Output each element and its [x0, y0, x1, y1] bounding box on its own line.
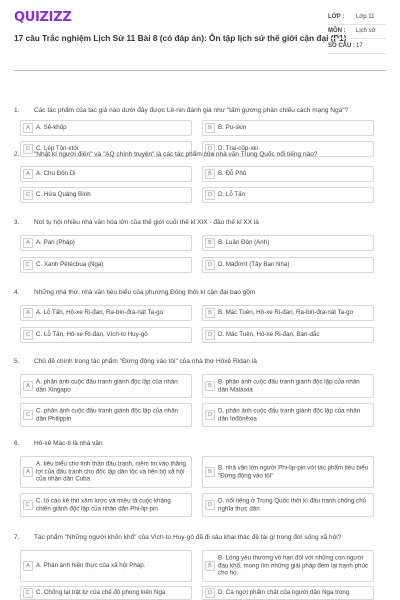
- option-letter: A: [23, 381, 33, 391]
- option-text: D. phản ánh cuộc đấu tranh giành độc lập của nhân dân Inđônêxia: [218, 407, 361, 422]
- option-letter: D: [205, 330, 215, 340]
- answer-option-c[interactable]: [20, 493, 192, 517]
- option-text: A. Pari (Pháp): [36, 239, 75, 247]
- answer-option-a[interactable]: [20, 235, 192, 251]
- option-letter: C: [23, 330, 33, 340]
- option-letter: A: [23, 123, 33, 133]
- option-text: D. Lỗ Tấn: [218, 191, 246, 199]
- option-text: C. tố cáo kẻ thù xâm lược và miêu tả cuộc kháng chiến giành độc lập của nhân dân Phi-lip-pin: [36, 497, 171, 512]
- option-letter: D: [205, 144, 215, 154]
- answer-option-b[interactable]: [202, 374, 374, 398]
- option-text: C. Chống lại trật tự của chế độ phong kiến Nga: [36, 589, 166, 597]
- option-text: D. Ca ngợi phẩm chất của người dân Nga trong: [218, 589, 350, 597]
- option-letter: C: [23, 144, 33, 154]
- option-text: D. Mađơrít (Tây Ban Nha): [218, 261, 290, 269]
- header-divider: [14, 70, 386, 71]
- answer-option-d[interactable]: [202, 327, 374, 343]
- question-text: "Nhật kí người điên" và "AQ chính truyện" là các tác phẩm của nhà văn Trung Quốc nổi tiếng nào?: [34, 151, 318, 158]
- option-text: A. tiêu biểu cho tinh thần đấu tranh, niềm tin vào thắng lợi của đấu tranh cho độc lập dân tộc và tiến bộ xã hội của nhân dân Cuba: [36, 460, 186, 483]
- answer-option-d[interactable]: [202, 187, 374, 203]
- option-letter: A: [23, 561, 33, 571]
- question-number: 7.: [14, 534, 20, 541]
- answer-option-b[interactable]: [202, 120, 374, 136]
- answer-option-d[interactable]: [202, 493, 374, 517]
- answer-option-c[interactable]: [20, 403, 192, 427]
- option-letter: D: [205, 410, 215, 420]
- option-text: B. nhà văn lớn người Phi-lip-pin với tác phẩm tiêu biểu "Đừng động vào tôi": [218, 464, 369, 479]
- option-letter: D: [205, 260, 215, 270]
- option-text: C. phản ánh cuộc đấu tranh giành độc lập của nhân dân Philippin: [36, 407, 179, 422]
- question-number: 3.: [14, 219, 20, 226]
- option-letter: B: [205, 561, 215, 571]
- option-letter: C: [23, 410, 33, 420]
- answer-option-a[interactable]: [20, 166, 192, 182]
- meta-label: LỚP :: [328, 13, 345, 20]
- option-letter: B: [205, 238, 215, 248]
- option-text: B. Lòng yêu thương vô hạn đối với những con người đau khổ, mong tìm những giải pháp đem lại hạnh phúc cho họ.: [218, 554, 368, 577]
- option-text: A. Chu Đôn Di: [36, 170, 76, 178]
- document-header: [14, 10, 386, 62]
- option-text: A. phản ánh cuộc đấu tranh giành độc lập của nhân dân Xingapo: [36, 378, 178, 393]
- option-text: C. Hứa Quảng Bình: [36, 191, 91, 199]
- answer-option-c[interactable]: [20, 187, 192, 203]
- option-letter: C: [23, 588, 33, 598]
- question-number: 4.: [14, 289, 20, 296]
- answer-option-d[interactable]: [202, 257, 374, 273]
- option-letter: A: [23, 467, 33, 477]
- option-text: B. Luân Đôn (Anh): [218, 239, 270, 247]
- meta-value: Lớp 11: [356, 13, 375, 20]
- answer-option-b[interactable]: [202, 456, 374, 488]
- option-text: C. Lép Tôn-xtôi: [36, 145, 79, 153]
- answer-option-a[interactable]: [20, 305, 192, 321]
- question-text: Các tác phẩm của tác giả nào dưới đây được Lê-nin đánh giá như "tấm gương phản chiếu cách mạng Nga"?: [34, 107, 349, 114]
- option-letter: A: [23, 169, 33, 179]
- meta-label: MÔN :: [328, 28, 346, 35]
- meta-label: SỐ CÂU :: [328, 42, 355, 49]
- meta-row-count: [328, 39, 386, 54]
- question-text: Những nhà thơ, nhà văn tiêu biểu của phương Đông thời kì cận đại bao gồm: [34, 289, 256, 296]
- option-letter: B: [205, 467, 215, 477]
- question-text: Chủ đề chính trong tác phẩm "Đừng động vào tôi" của nhà thơ Hôxê Ridan là: [34, 358, 257, 365]
- question-text: Hô-xê Mác-ti là nhà văn: [34, 440, 103, 447]
- option-letter: D: [205, 588, 215, 598]
- option-letter: C: [23, 500, 33, 510]
- answer-option-c[interactable]: [20, 257, 192, 273]
- option-letter: C: [23, 190, 33, 200]
- answer-option-a[interactable]: [20, 120, 192, 136]
- quizizz-logo: QUIZIZZ: [14, 10, 72, 25]
- answer-option-c[interactable]: [20, 327, 192, 343]
- answer-option-b[interactable]: [202, 305, 374, 321]
- question-number: 2.: [14, 151, 20, 158]
- meta-table: [328, 10, 386, 54]
- option-text: B. phản ánh cuộc đấu tranh giành độc lập của nhân dân Malaixia: [218, 378, 360, 393]
- question-number: 1.: [14, 107, 20, 114]
- answer-option-b[interactable]: [202, 235, 374, 251]
- question-text: Nơi tụ hội nhiều nhà văn hóa lớn của thế giới cuối thế kỉ XIX - đầu thế kỉ XX là: [34, 219, 259, 226]
- option-text: C. Lỗ Tấn, Hô-xe Ri-đan, Vích-to Huy-gô: [36, 331, 148, 339]
- option-text: A. Sê-khốp: [36, 124, 67, 132]
- option-text: A. Phản ánh hiện thực của xã hội Pháp.: [36, 562, 146, 570]
- option-letter: B: [205, 123, 215, 133]
- answer-option-d[interactable]: [202, 586, 374, 600]
- answer-option-c[interactable]: [20, 586, 192, 600]
- answer-option-b[interactable]: [202, 550, 374, 582]
- document-title: 17 câu Trắc nghiệm Lịch Sử 11 Bài 8 (có đáp án): Ôn tập lịch sử thế giới cận đại (P1): [14, 33, 347, 43]
- option-letter: C: [23, 260, 33, 270]
- option-text: D. nổi tiếng ở Trung Quốc thời kì đấu tranh chống chủ nghĩa thực dân: [218, 497, 367, 512]
- option-letter: B: [205, 308, 215, 318]
- option-letter: D: [205, 190, 215, 200]
- option-text: D. Trai-cốp-xki: [218, 145, 258, 153]
- answer-option-a[interactable]: [20, 456, 192, 488]
- option-letter: B: [205, 381, 215, 391]
- option-text: B. Mác Tuên, Hô-xe Ri-đan, Ra-bin-đra-nát Ta-go: [218, 309, 354, 317]
- option-letter: D: [205, 500, 215, 510]
- answer-option-b[interactable]: [202, 166, 374, 182]
- meta-row-class: [328, 10, 386, 25]
- meta-value: Lịch sử: [356, 28, 376, 35]
- option-text: D. Mác Tuên, Hô-xe Ri-đan, Ban-dắc: [218, 331, 320, 339]
- question-text: Tác phẩm "Những người khốn khổ" của Vích-to Huy-gô đã đi sâu khai thác đề tài gì trong đời sống xã hội?: [34, 534, 342, 541]
- answer-option-a[interactable]: [20, 374, 192, 398]
- option-letter: A: [23, 308, 33, 318]
- meta-value: 17: [356, 42, 363, 49]
- question-number: 5.: [14, 358, 20, 365]
- option-letter: B: [205, 169, 215, 179]
- option-letter: A: [23, 238, 33, 248]
- meta-row-subject: [328, 25, 386, 40]
- option-text: C. Xanh Pêtécbua (Nga): [36, 261, 104, 269]
- option-text: B. Pu-skin: [218, 124, 247, 132]
- answer-option-d[interactable]: [202, 403, 374, 427]
- answer-option-a[interactable]: [20, 550, 192, 582]
- option-text: B. Đỗ Phủ: [218, 170, 247, 178]
- question-number: 6.: [14, 440, 20, 447]
- option-text: A. Lỗ Tấn, Hô-xe Ri-đan, Ra-bin-đra-nát Ta-go: [36, 309, 164, 317]
